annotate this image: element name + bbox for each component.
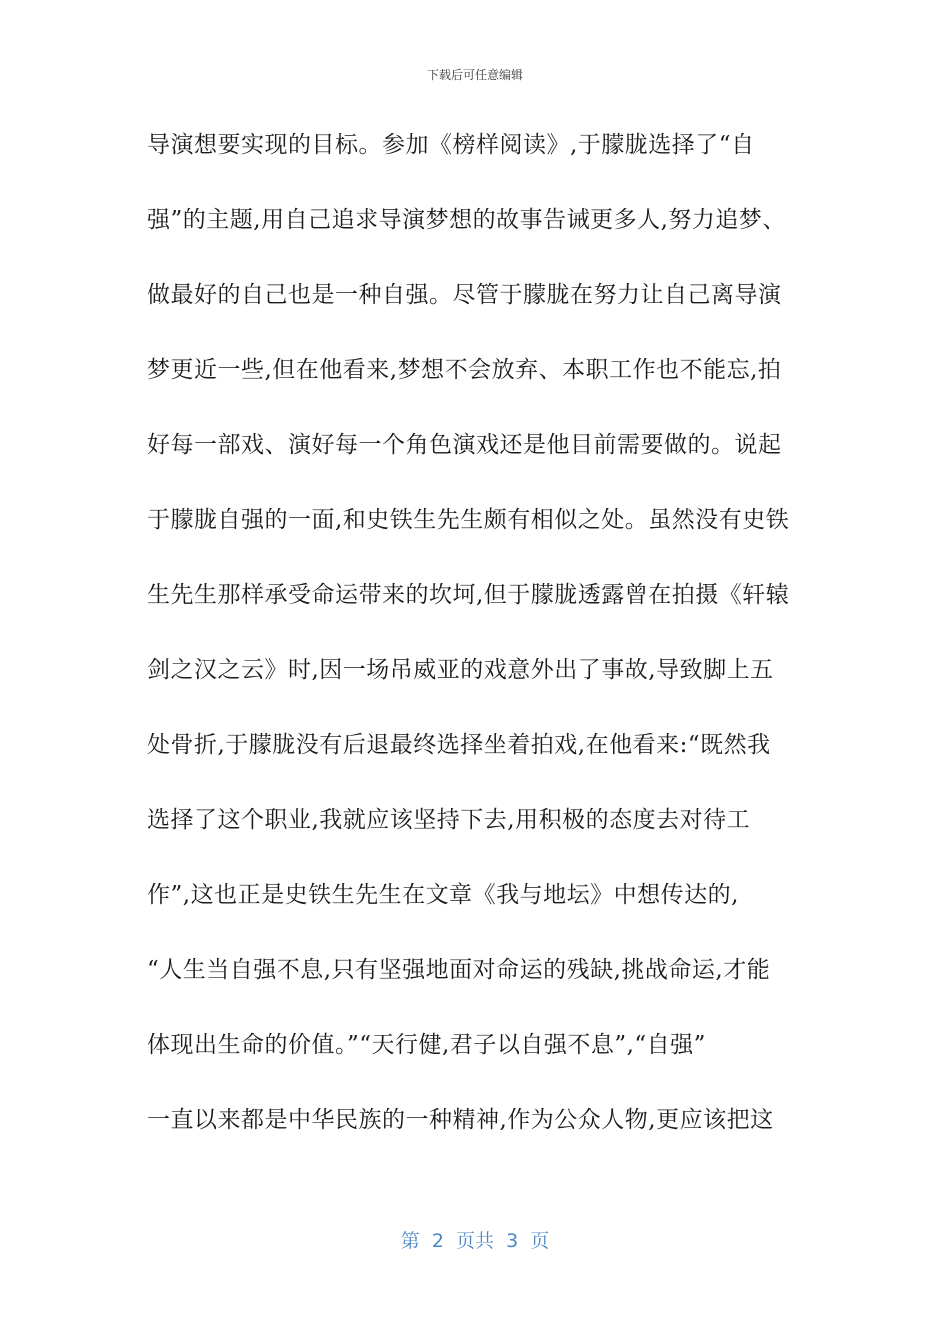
body-line: 作”,这也正是史铁生先生在文章《我与地坛》中想传达的,: [147, 882, 739, 908]
body-line: 一直以来都是中华民族的一种精神,作为公众人物,更应该把这: [147, 1107, 774, 1133]
body-line: 好每一部戏、演好每一个角色演戏还是他目前需要做的。说起: [147, 432, 782, 458]
header-note: 下载后可任意编辑: [426, 68, 523, 82]
body-line: 梦更近一些,但在他看来,梦想不会放弃、本职工作也不能忘,拍: [147, 357, 782, 383]
body-line: 做最好的自己也是一种自强。尽管于朦胧在努力让自己离导演: [147, 282, 782, 308]
body-line: 生先生那样承受命运带来的坎坷,但于朦胧透露曾在拍摄《轩辕: [147, 582, 790, 608]
body-line: 剑之汉之云》时,因一场吊威亚的戏意外出了事故,导致脚上五: [147, 657, 774, 683]
body-line: 处骨折,于朦胧没有后退最终选择坐着拍戏,在他看来:“既然我: [147, 732, 771, 758]
document-body: [147, 124, 807, 1174]
body-line: 强”的主题,用自己追求导演梦想的故事告诫更多人,努力追梦、: [147, 207, 786, 233]
body-line: 于朦胧自强的一面,和史铁生先生颇有相似之处。虽然没有史铁: [147, 507, 790, 533]
page-number-footer: 第 2 页共 3 页: [400, 1230, 550, 1252]
body-line: 导演想要实现的目标。参加《榜样阅读》,于朦胧选择了“自: [147, 132, 755, 158]
body-line: 选择了这个职业,我就应该坚持下去,用积极的态度去对待工: [147, 807, 751, 833]
body-line: “人生当自强不息,只有坚强地面对命运的残缺,挑战命运,才能: [147, 957, 771, 983]
body-line: 体现出生命的价值。”“天行健,君子以自强不息”,“自强”: [147, 1032, 706, 1058]
